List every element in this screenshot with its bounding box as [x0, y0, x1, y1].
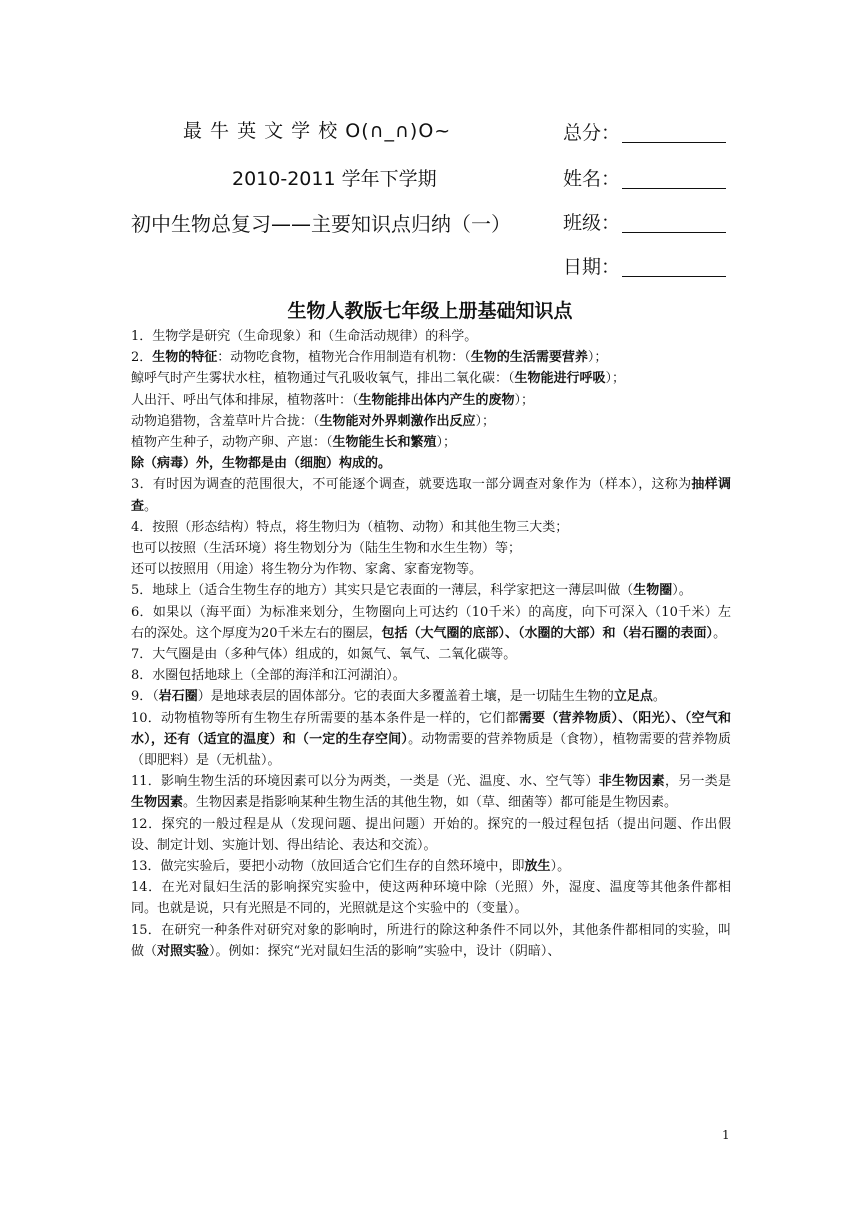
- bold-text: 生物的特征: [152, 350, 218, 366]
- text-run: ）是地球表层的固体部分。它的表面大多覆盖着土壤，是一切陆生生物的: [197, 689, 614, 705]
- text-run: 8．水圈包括地球上（全部的海洋和江河湖泊）。: [131, 668, 406, 684]
- knowledge-paragraph: [131, 856, 731, 877]
- text-run: 。: [144, 498, 158, 514]
- page-number: 1: [722, 1128, 730, 1142]
- text-run: 植物产生种子，动物产卵、产崽：（: [131, 435, 333, 451]
- text-run: ）；: [605, 371, 626, 387]
- text-run: ）；: [514, 392, 535, 408]
- knowledge-paragraph: [131, 559, 731, 580]
- score-field: [563, 118, 726, 145]
- text-run: 。生物因素是指影响某种生物生活的其他生物，如（草、细菌等）都可能是生物因素。: [183, 795, 678, 811]
- text-run: ）。: [550, 859, 571, 875]
- knowledge-paragraph: [131, 326, 731, 347]
- bold-text: 生物的生活需要营养: [470, 350, 588, 366]
- bold-text: 除（病毒）外，生物都是由（细胞）构成的。: [131, 456, 392, 472]
- text-run: 还可以按照用（用途）将生物分为作物、家禽、家畜宠物等。: [131, 562, 483, 578]
- knowledge-paragraph: [131, 686, 731, 707]
- knowledge-paragraph: [131, 347, 731, 368]
- knowledge-paragraph: [131, 602, 731, 644]
- bold-text: 生物能对外界刺激作出反应: [319, 413, 476, 429]
- text-run: 1．生物学是研究（生命现象）和（生命活动规律）的科学。: [131, 329, 478, 344]
- text-run: 。: [652, 689, 666, 705]
- bold-text: 立足点: [613, 689, 653, 705]
- school-term: 2010-2011 学年下学期: [232, 168, 437, 190]
- bold-text: 需要（营养物质）、（阳光）、（空气和水），还有（适宜的温度）和（一定的生存空间）: [131, 710, 731, 747]
- bold-text: 非生物因素: [598, 774, 665, 790]
- score-blank: [622, 142, 726, 143]
- text-run: 13．做完实验后，要把小动物（放回适合它们生存的自然环境中，即: [131, 859, 525, 875]
- text-run: 动物追猎物，含羞草叶片合拢：（: [131, 413, 320, 429]
- date-blank: [622, 276, 726, 277]
- text-run: 4．按照（形态结构）特点，将生物归为（植物、动物）和其他生物三大类；: [131, 519, 569, 535]
- text-run: 鲸呼气时产生雾状水柱，植物通过气孔吸收氧气，排出二氧化碳：（: [131, 371, 515, 387]
- knowledge-paragraph: [131, 411, 731, 432]
- knowledge-paragraph: [131, 920, 731, 962]
- name-field: [563, 164, 726, 191]
- text-run: 。: [713, 625, 727, 641]
- name-blank: [622, 188, 726, 189]
- bold-text: 抽样调查: [131, 477, 731, 514]
- text-run: ：动物吃食物，植物光合作用制造有机物：（: [217, 350, 471, 366]
- text-run: ）；: [587, 350, 608, 366]
- knowledge-paragraph: [131, 708, 731, 772]
- knowledge-paragraph: [131, 665, 731, 686]
- score-label: 总分：: [563, 122, 621, 144]
- knowledge-paragraph: [131, 517, 731, 538]
- bold-text: 生物因素: [131, 795, 184, 811]
- text-run: ，另一类是: [664, 774, 731, 790]
- knowledge-paragraph: [131, 644, 731, 665]
- knowledge-paragraph: [131, 771, 731, 813]
- bold-text: 生物圈: [633, 583, 673, 599]
- school-name: 最 牛 英 文 学 校 O(∩_∩)O~: [183, 120, 452, 142]
- knowledge-paragraph: [131, 453, 731, 474]
- knowledge-paragraph: [131, 877, 731, 919]
- bold-text: 包括（大气圈的底部）、（水圈的大部）和（岩石圈的表面）: [381, 625, 714, 641]
- class-label: 班级：: [563, 212, 621, 234]
- knowledge-points: [131, 326, 731, 962]
- bold-text: 对照实验: [157, 943, 210, 959]
- text-run: 9．（: [131, 689, 159, 705]
- date-field: [563, 252, 726, 279]
- text-run: ）；: [475, 413, 496, 429]
- bold-text: 生物能生长和繁殖: [332, 435, 437, 451]
- bold-text: 生物能排出体内产生的废物: [358, 392, 515, 408]
- text-run: 15．在研究一种条件对研究对象的影响时，所进行的除这种条件不同以外，其他条件都相同的实验，叫做（: [131, 922, 731, 959]
- text-run: 12．探究的一般过程是从（发现问题、提出问题）开始的。探究的一般过程包括（提出问题、作出假设、制定计划、实施计划、得出结论、表达和交流）。: [131, 816, 731, 853]
- text-run: 7．大气圈是由（多种气体）组成的，如氮气、氧气、二氧化碳等。: [131, 647, 517, 663]
- knowledge-paragraph: [131, 368, 731, 389]
- class-blank: [622, 232, 726, 233]
- class-field: [563, 208, 726, 235]
- text-run: 5．地球上（适合生物生存的地方）其实只是它表面的一薄层，科学家把这一薄层叫做（: [131, 583, 634, 599]
- knowledge-paragraph: [131, 432, 731, 453]
- text-run: 也可以按照（生活环境）将生物划分为（陆生生物和水生生物）等；: [131, 541, 522, 557]
- text-run: 14．在光对鼠妇生活的影响探究实验中，使这两种环境中除（光照）外，湿度、温度等其他条件都相同。也就是说，只有光照是不同的，光照就是这个实验中的（变量）。: [131, 880, 731, 917]
- text-run: ）。: [672, 583, 692, 599]
- name-label: 姓名：: [563, 168, 621, 190]
- text-run: ）；: [436, 435, 457, 451]
- bold-text: 生物能进行呼吸: [514, 371, 606, 387]
- bold-text: 放生: [524, 859, 551, 875]
- course-title: 初中生物总复习——主要知识点归纳（一）: [131, 212, 511, 236]
- text-run: 6．如果以（海平面）为标准来划分，生物圈向上可达约（10千米）的高度，向下可深入（10千米）左右的深处。这个厚度为20千米左右的圈层，: [131, 604, 731, 641]
- text-run: ）。例如：探究“光对鼠妇生活的影响”实验中，设计（阴暗）、: [209, 943, 561, 959]
- knowledge-paragraph: [131, 474, 731, 516]
- knowledge-paragraph: [131, 390, 731, 411]
- bold-text: 岩石圈: [158, 689, 198, 705]
- text-run: 10．动物植物等所有生物生存所需要的基本条件是一样的，它们都: [131, 710, 519, 726]
- knowledge-paragraph: [131, 538, 731, 559]
- section-title: 生物人教版七年级上册基础知识点: [287, 300, 573, 322]
- text-run: 11．影响生物生活的环境因素可以分为两类，一类是（光、温度、水、空气等）: [131, 774, 599, 790]
- knowledge-paragraph: [131, 580, 731, 601]
- text-run: 3．有时因为调查的范围很大，不可能逐个调查，就要选取一部分调查对象作为（样本），这称为: [131, 477, 692, 493]
- text-run: 。动物需要的营养物质是（食物），植物需要的营养物质（即肥料）是（无机盐）。: [131, 731, 731, 769]
- text-run: 人出汗、呼出气体和排尿，植物落叶：（: [131, 392, 359, 408]
- text-run: 2．: [131, 350, 153, 366]
- date-label: 日期：: [563, 256, 621, 278]
- knowledge-paragraph: [131, 814, 731, 856]
